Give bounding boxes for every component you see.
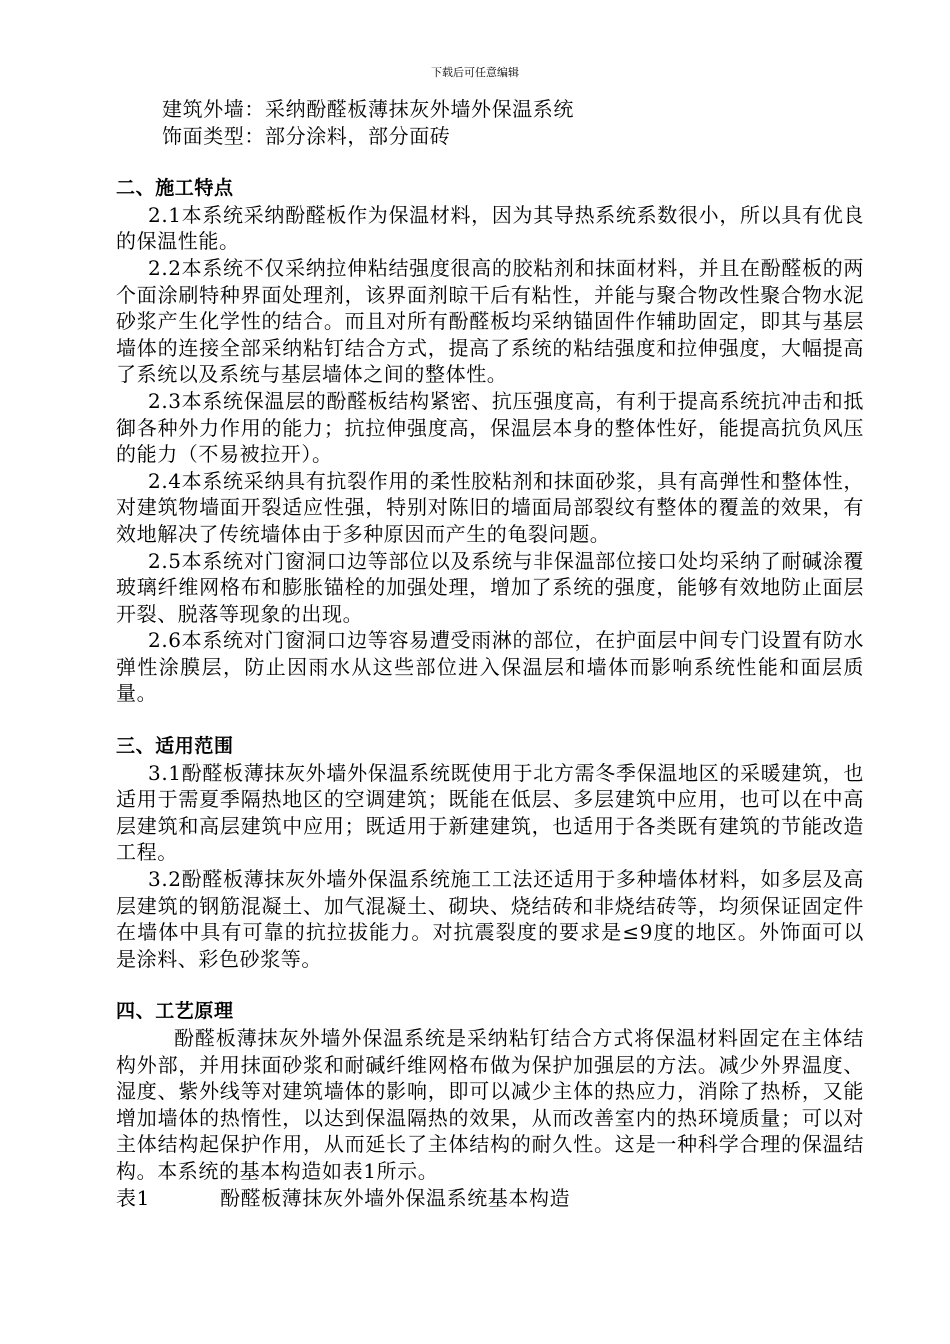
- section-heading-3: 三、适用范围: [116, 735, 234, 758]
- document-body: [116, 96, 864, 1211]
- section-heading-2: 二、施工特点: [116, 177, 234, 200]
- header-note: 下载后可任意编辑: [431, 66, 519, 79]
- paragraph-2-6: 2.6本系统对门窗洞口边等容易遭受雨淋的部位，在护面层中间专门设置有防水弹性涂膜层，防止因雨水从这些部位进入保温层和墙体而影响系统性能和面层质量。: [116, 628, 864, 706]
- intro-finish: 饰面类型：部分涂料，部分面砖: [162, 123, 451, 148]
- paragraph-2-4: 2.4本系统采纳具有抗裂作用的柔性胶粘剂和抹面砂浆，具有高弹性和整体性，对建筑物墙面开裂适应性强，特别对陈旧的墙面局部裂纹有整体的覆盖的效果，有效地解决了传统墙体由于多种原因而产生的龟裂问题。: [116, 468, 864, 546]
- table-title: 酚醛板薄抹灰外墙外保温系统基本构造: [220, 1185, 571, 1210]
- paragraph-2-2: 2.2本系统不仅采纳拉伸粘结强度很高的胶粘剂和抹面材料，并且在酚醛板的两个面涂刷特种界面处理剂，该界面剂晾干后有粘性，并能与聚合物改性聚合物水泥砂浆产生化学性的结合。而且对所有酚醛板均采纳锚固件作辅助固定，即其与基层墙体的连接全部采纳粘钉结合方式，提高了系统的粘结强度和拉伸强度，大幅提高了系统以及系统与基层墙体之间的整体性。: [116, 255, 864, 387]
- table-label: 表1: [116, 1185, 150, 1210]
- paragraph-4-1: 酚醛板薄抹灰外墙外保温系统是采纳粘钉结合方式将保温材料固定在主体结构外部，并用抹面砂浆和耐碱纤维网格布做为保护加强层的方法。减少外界温度、湿度、紫外线等对建筑墙体的影响，即可以减少主体的热应力，消除了热桥，又能增加墙体的热惰性，以达到保温隔热的效果，从而改善室内的热环境质量；可以对主体结构起保护作用，从而延长了主体结构的耐久性。这是一种科学合理的保温结构。本系统的基本构造如表1所示。: [116, 1026, 864, 1183]
- paragraph-2-1: 2.1本系统采纳酚醛板作为保温材料，因为其导热系统系数很小，所以具有优良的保温性能。: [116, 202, 864, 254]
- table-caption: [116, 1185, 864, 1212]
- section-heading-4: 四、工艺原理: [116, 1000, 234, 1023]
- paragraph-2-5: 2.5本系统对门窗洞口边等部位以及系统与非保温部位接口处均采纳了耐碱涂覆玻璃纤维网格布和膨胀锚栓的加强处理，增加了系统的强度，能够有效地防止面层开裂、脱落等现象的出现。: [116, 548, 864, 626]
- paragraph-3-1: 3.1酚醛板薄抹灰外墙外保温系统既使用于北方需冬季保温地区的采暖建筑，也适用于需夏季隔热地区的空调建筑；既能在低层、多层建筑中应用，也可以在中高层建筑和高层建筑中应用；既适用于新建建筑，也适用于各类既有建筑的节能改造工程。: [116, 760, 864, 865]
- paragraph-3-2: 3.2酚醛板薄抹灰外墙外保温系统施工工法还适用于多种墙体材料，如多层及高层建筑的钢筋混凝土、加气混凝土、砌块、烧结砖和非烧结砖等，均须保证固定件在墙体中具有可靠的抗拉拔能力。对抗震裂度的要求是≤9度的地区。外饰面可以是涂料、彩色砂浆等。: [116, 867, 864, 971]
- intro-wall: 建筑外墙：采纳酚醛板薄抹灰外墙外保温系统: [162, 97, 574, 121]
- paragraph-2-3: 2.3本系统保温层的酚醛板结构紧密、抗压强度高，有利于提高系统抗冲击和抵御各种外力作用的能力；抗拉伸强度高，保温层本身的整体性好，能提高抗负风压的能力（不易被拉开）。: [116, 388, 864, 467]
